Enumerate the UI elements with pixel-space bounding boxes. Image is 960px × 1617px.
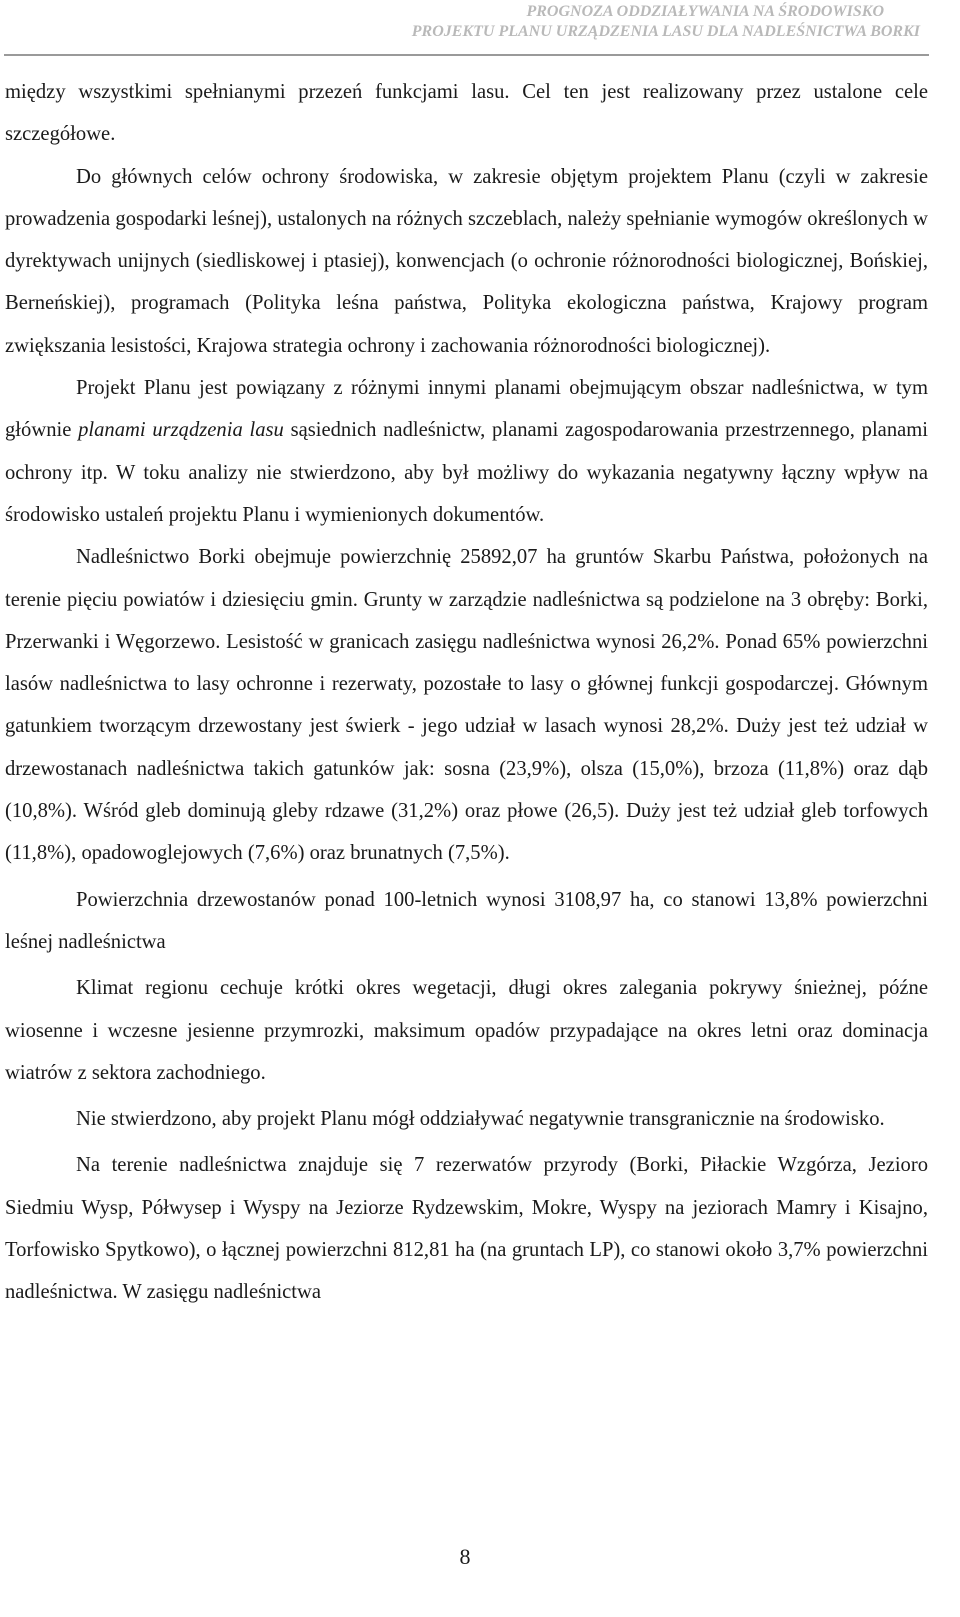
paragraph-climate: Klimat regionu cechuje krótki okres wegetacji, długi okres zalegania pokrywy śnieżnej, późne wiosenne i wczesne jesienne przymrozki, maksimum opadów przypadające na okres letni oraz dominacja wiatrów z sektora zachodniego. (5, 977, 928, 1084)
related-plans-text-start: Projekt Planu jest powiązany z różnymi innymi planami obejmującym obszar nadleśnictwa, w tym głównie (5, 377, 928, 442)
page-number: 8 (459, 1544, 471, 1569)
header-title-line-2: PROJEKTU PLANU URZĄDZENIA LASU DLA NADLEŚNICTWA BORKI (411, 23, 920, 40)
document-body (5, 71, 928, 1314)
paragraph-continuation: między wszystkimi spełnianymi przezeń funkcjami lasu. Cel ten jest realizowany przez ustalone cele szczegółowe. (5, 81, 928, 146)
paragraph-nature-reserves: Na terenie nadleśnictwa znajduje się 7 rezerwatów przyrody (Borki, Piłackie Wzgórza, Jezioro Siedmiu Wysp, Półwysep i Wyspy na Jeziorze Rydzewskim, Mokre, Wyspy na jeziorach Mamry i Kisajno, Torfowisko Spytkowo), o łącznej powierzchni 812,81 ha (na gruntach LP), co stanowi około 3,7% powierzchni nadleśnictwa. W zasięgu nadleśnictwa (5, 1154, 928, 1304)
header-title-line-1: PROGNOZA ODDZIAŁYWANIA NA ŚRODOWISKO (526, 3, 884, 20)
running-header (0, 2, 960, 42)
paragraph-environmental-goals: Do głównych celów ochrony środowiska, w zakresie objętym projektem Planu (czyli w zakresie prowadzenia gospodarki leśnej), ustalonych na różnych szczeblach, należy spełnianie wymogów określonych w dyrektywach unijnych (siedliskowej i ptasiej), konwencjach (o ochronie różnorodności biologicznej, Bońskiej, Berneńskiej), programach (Polityka leśna państwa, Polityka ekologiczna państwa, Krajowy program zwiększania lesistości, Krajowa strategia ochrony i zachowania różnorodności biologicznej). (5, 165, 928, 357)
paragraph-old-stands-area: Powierzchnia drzewostanów ponad 100-letnich wynosi 3108,97 ha, co stanowi 13,8% powierzchni leśnej nadleśnictwa (5, 888, 928, 953)
related-plans-text-end: sąsiednich nadleśnictw, planami zagospodarowania przestrzennego, planami ochrony itp. W toku analizy nie stwierdzono, aby był możliwy do wykazania negatywny łączny wpływ na środowisko ustaleń projektu Planu i wymienionych dokumentów. (5, 419, 929, 526)
related-plans-emphasis: planami urządzenia lasu (78, 419, 284, 442)
header-divider (4, 54, 929, 56)
paragraph-forest-district-description: Nadleśnictwo Borki obejmuje powierzchnię 25892,07 ha gruntów Skarbu Państwa, położonych na terenie pięciu powiatów i dziesięciu gmin. Grunty w zarządzie nadleśnictwa są podzielone na 3 obręby: Borki, Przerwanki i Węgorzewo. Lesistość w granicach zasięgu nadleśnictwa wynosi 26,2%. Ponad 65% powierzchni lasów nadleśnictwa to lasy ochronne i rezerwaty, pozostałe to lasy o głównej funkcji gospodarczej. Głównym gatunkiem tworzącym drzewostany jest świerk - jego udział w lasach wynosi 28,2%. Duży jest też udział w drzewostanach nadleśnictwa takich gatunków jak: sosna (23,9%), olsza (15,0%), brzoza (11,8%) oraz dąb (10,8%). Wśród gleb dominują gleby rdzawe (31,2%) oraz płowe (26,5). Duży jest też udział gleb torfowych (11,8%), opadowoglejowych (7,6%) oraz brunatnych (7,5%). (5, 546, 928, 865)
paragraph-transboundary-impact: Nie stwierdzono, aby projekt Planu mógł oddziaływać negatywnie transgranicznie na środowisko. (76, 1108, 885, 1131)
paragraph-related-plans (5, 367, 928, 536)
